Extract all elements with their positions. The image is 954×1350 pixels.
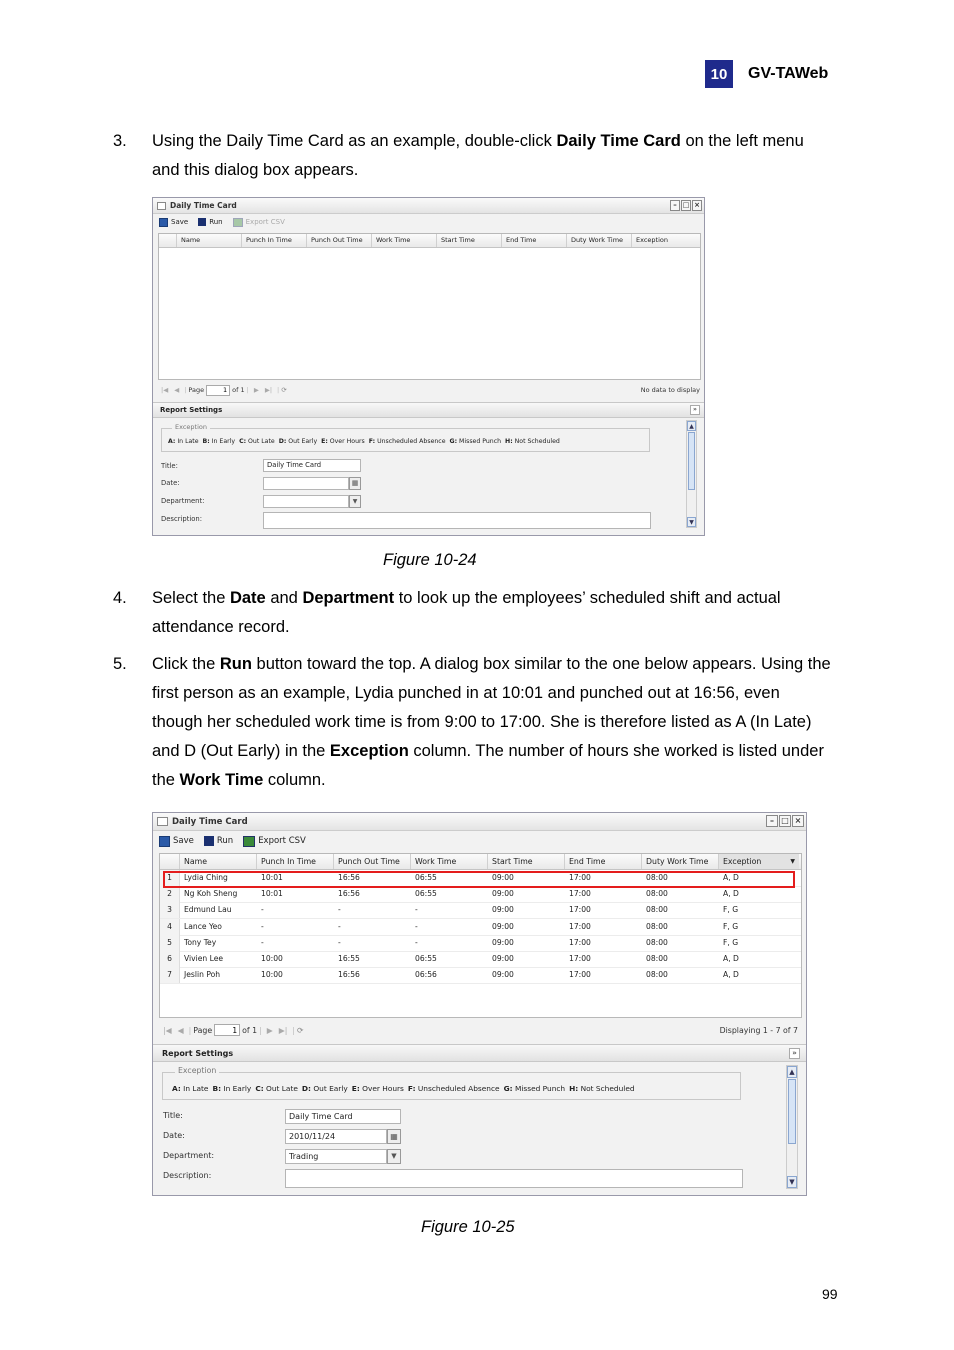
description-label: Description: — [163, 1171, 212, 1180]
table-cell: 10:00 — [261, 954, 283, 963]
exception-code-item — [168, 438, 199, 445]
column-name[interactable]: Name — [177, 234, 242, 247]
exception-code-item — [321, 438, 365, 445]
scroll-down-icon[interactable]: ▼ — [787, 1176, 797, 1188]
table-cell: Lance Yeo — [184, 921, 222, 931]
maximize-button[interactable]: □ — [779, 815, 791, 827]
save-button[interactable]: Save — [159, 836, 194, 847]
row-number: 2 — [160, 886, 180, 902]
row-number: 5 — [160, 935, 180, 951]
pager-info: Displaying 1 - 7 of 7 — [719, 1025, 798, 1035]
time-card-grid — [159, 853, 802, 1018]
exception-codes — [172, 1084, 639, 1093]
table-cell: 17:00 — [569, 873, 591, 882]
exception-fieldset — [162, 1066, 741, 1100]
exception-code-item — [203, 438, 236, 445]
table-cell: 06:55 — [415, 873, 437, 882]
table-cell: - — [415, 921, 418, 931]
window-title: Daily Time Card — [170, 201, 237, 210]
department-label: Department: — [161, 497, 205, 505]
scroll-thumb[interactable] — [688, 432, 695, 490]
window-icon — [157, 817, 168, 826]
table-row[interactable] — [160, 951, 801, 968]
exception-code-item — [352, 1084, 404, 1093]
table-cell: Lydia Ching — [184, 873, 228, 882]
table-cell: - — [338, 905, 341, 915]
table-cell: 09:00 — [492, 954, 514, 963]
save-icon — [159, 218, 168, 227]
column-exception[interactable]: Exception ▼ — [719, 854, 799, 869]
exception-code: F: — [368, 438, 376, 445]
first-page-icon[interactable]: |◀ — [163, 1025, 172, 1035]
table-cell: 17:00 — [569, 889, 591, 899]
table-row[interactable] — [160, 919, 801, 936]
column-punch-in-time[interactable]: Punch In Time — [242, 234, 307, 247]
save-icon — [159, 836, 170, 847]
row-number: 1 — [160, 870, 180, 886]
page-number-input[interactable] — [206, 385, 230, 396]
column-name[interactable]: Name — [180, 854, 257, 869]
minimize-button[interactable]: – — [766, 815, 778, 827]
product-name: GV-TAWeb — [748, 65, 829, 82]
table-cell: 16:56 — [338, 889, 360, 899]
pager-info: No data to display — [640, 386, 700, 394]
daily-time-card-window-results — [152, 812, 807, 1196]
table-cell: A, D — [723, 889, 739, 899]
exception-code: B: — [212, 1084, 222, 1093]
exception-label: Unscheduled Absence — [375, 438, 446, 445]
figure-caption-1: Figure 10-24 — [383, 551, 477, 569]
table-cell: F, G — [723, 921, 739, 931]
close-button[interactable]: × — [792, 815, 804, 827]
exception-code: B: — [202, 438, 210, 445]
exception-code: G: — [503, 1084, 513, 1093]
exception-code: H: — [569, 1084, 579, 1093]
step-5: 5. Click the Run button toward the top. A dialog box similar to the one below appears. Using the first person as an example, Lydia punched in at 10:01 and punched out at 16:56, even though her scheduled work time is from 9:00 to 17:00. She is therefore listed as A (In Late) and D (Out Early) in the Exception column. The number of hours she worked is listed under the Work Time column. — [113, 650, 833, 795]
column-start-time[interactable]: Start Time — [488, 854, 565, 869]
description-input[interactable] — [285, 1169, 743, 1188]
table-cell: 17:00 — [569, 954, 591, 963]
table-cell: - — [338, 937, 341, 947]
minimize-button[interactable]: – — [670, 200, 680, 211]
row-number: 6 — [160, 951, 180, 967]
exception-code-item — [450, 438, 502, 445]
table-cell: 17:00 — [569, 970, 591, 980]
table-cell: 09:00 — [492, 937, 514, 947]
figure-caption-2: Figure 10-25 — [421, 1218, 515, 1236]
window-icon — [157, 202, 166, 210]
toolbar — [153, 215, 704, 229]
table-cell: 16:56 — [338, 873, 360, 882]
exception-label: In Late — [180, 1084, 209, 1093]
exception-label: Missed Punch — [457, 438, 502, 445]
step-number: 4. — [113, 589, 127, 607]
row-number: 7 — [160, 967, 180, 983]
row-number: 3 — [160, 902, 180, 918]
department-select[interactable]: Trading — [285, 1149, 387, 1164]
chevron-down-icon[interactable]: ▼ — [349, 495, 361, 508]
table-cell: 10:01 — [261, 873, 283, 882]
exception-code-item — [212, 1084, 251, 1093]
daily-time-card-window-empty — [152, 197, 705, 536]
grid-header — [159, 234, 700, 248]
close-button[interactable]: × — [692, 200, 702, 211]
grid-pager: |◀ ◀ | Page 1 of 1 | ▶ ▶| | ⟳ No data to display — [153, 383, 704, 397]
exception-code: F: — [407, 1084, 416, 1093]
exception-legend: Exception — [172, 423, 210, 431]
last-page-icon[interactable]: ▶| — [264, 386, 273, 394]
step-3: 3. Using the Daily Time Card as an example, double-click Daily Time Card on the left menu and this dialog box appears. — [113, 127, 833, 185]
table-cell: 17:00 — [569, 905, 591, 915]
last-page-icon[interactable]: ▶| — [278, 1025, 288, 1035]
exception-code-item — [302, 1084, 348, 1093]
table-row[interactable] — [160, 935, 801, 952]
exception-fieldset — [161, 423, 650, 452]
exception-code: D: — [278, 438, 287, 445]
exception-label: In Early — [209, 438, 236, 445]
page-number-input[interactable] — [214, 1024, 240, 1036]
next-page-icon[interactable]: ▶ — [266, 1025, 273, 1035]
prev-page-icon[interactable]: ◀ — [174, 386, 180, 394]
table-cell: 06:55 — [415, 954, 437, 963]
column-work-time[interactable]: Work Time — [372, 234, 437, 247]
table-cell: - — [415, 905, 418, 915]
grid-pager: |◀ ◀ | Page 1 of 1 | ▶ ▶| | ⟳ Displaying 1 - 7 of 7 — [153, 1022, 806, 1038]
table-cell: 09:00 — [492, 970, 514, 980]
table-cell: 08:00 — [646, 970, 668, 980]
scroll-up-icon[interactable]: ▲ — [687, 421, 696, 431]
collapse-icon[interactable]: » — [690, 405, 700, 415]
exception-label: Out Early — [286, 438, 318, 445]
window-titlebar — [153, 198, 704, 214]
scroll-down-icon[interactable]: ▼ — [687, 517, 696, 527]
table-cell: 09:00 — [492, 921, 514, 931]
department-label: Department: — [163, 1151, 215, 1160]
table-cell: Edmund Lau — [184, 905, 232, 915]
title-label: Title: — [163, 1111, 183, 1120]
description-label: Description: — [161, 515, 203, 523]
window-titlebar — [153, 813, 806, 831]
table-cell: A, D — [723, 954, 739, 963]
column-start-time[interactable]: Start Time — [437, 234, 502, 247]
exception-code: C: — [239, 438, 247, 445]
table-cell: 09:00 — [492, 905, 514, 915]
column-end-time[interactable]: End Time — [565, 854, 642, 869]
table-cell: A, D — [723, 970, 739, 980]
chapter-number: 10 — [705, 60, 733, 88]
exception-code: D: — [301, 1084, 311, 1093]
table-cell: A, D — [723, 873, 739, 882]
table-cell: 16:55 — [338, 954, 360, 963]
table-cell: - — [338, 921, 341, 931]
exception-label: In Early — [221, 1084, 252, 1093]
exception-code-item — [569, 1084, 634, 1093]
toolbar — [153, 833, 806, 849]
maximize-button[interactable]: □ — [682, 201, 690, 209]
table-cell: 09:00 — [492, 889, 514, 899]
table-cell: 16:56 — [338, 970, 360, 980]
description-input[interactable] — [263, 512, 651, 529]
column-punch-in-time[interactable]: Punch In Time — [257, 854, 334, 869]
table-cell: 09:00 — [492, 873, 514, 882]
table-cell: 10:00 — [261, 970, 283, 980]
column-duty-work-time[interactable]: Duty Work Time — [567, 234, 632, 247]
first-page-icon[interactable]: |◀ — [161, 386, 169, 394]
window-title: Daily Time Card — [172, 816, 248, 827]
export-csv-icon — [233, 218, 243, 227]
date-label: Date: — [163, 1131, 185, 1140]
exception-code: A: — [172, 1084, 181, 1093]
exception-code-item — [239, 438, 275, 445]
chapter-header — [705, 60, 828, 88]
exception-code: E: — [321, 438, 328, 445]
exception-label: Not Scheduled — [512, 438, 560, 445]
table-cell: 06:56 — [415, 970, 437, 980]
column-exception[interactable]: Exception — [636, 236, 668, 244]
table-cell: 08:00 — [646, 889, 668, 899]
exception-code: H: — [505, 438, 513, 445]
table-cell: 08:00 — [646, 921, 668, 931]
exception-code-item — [408, 1084, 500, 1093]
exception-code: A: — [168, 438, 176, 445]
table-cell: Vivien Lee — [184, 954, 224, 963]
table-cell: - — [261, 921, 264, 931]
export-csv-button[interactable]: Export CSV — [243, 836, 306, 847]
department-select[interactable] — [263, 495, 349, 508]
column-work-time[interactable]: Work Time — [411, 854, 488, 869]
exception-code-item — [504, 1084, 566, 1093]
table-cell: F, G — [723, 937, 739, 947]
column-end-time[interactable]: End Time — [502, 234, 567, 247]
exception-label: In Late — [175, 438, 199, 445]
page-number: 99 — [822, 1286, 838, 1302]
column-punch-out-time[interactable]: Punch Out Time — [307, 234, 372, 247]
step-number: 3. — [113, 132, 127, 150]
exception-label: Not Scheduled — [578, 1084, 635, 1093]
column-punch-out-time[interactable]: Punch Out Time — [334, 854, 411, 869]
exception-code-item — [279, 438, 317, 445]
refresh-icon[interactable]: ⟳ — [281, 386, 287, 394]
grid-header — [160, 854, 801, 870]
title-input[interactable]: Daily Time Card — [263, 459, 361, 472]
exception-code-item — [172, 1084, 208, 1093]
settings-scrollbar[interactable] — [686, 420, 697, 528]
scroll-up-icon[interactable]: ▲ — [787, 1066, 797, 1078]
table-cell: 08:00 — [646, 954, 668, 963]
exception-code-item — [255, 1084, 298, 1093]
step-number: 5. — [113, 655, 127, 673]
table-row[interactable] — [160, 902, 801, 919]
exception-label: Missed Punch — [512, 1084, 566, 1093]
exception-code: C: — [255, 1084, 264, 1093]
row-number: 4 — [160, 919, 180, 935]
table-cell: Ng Koh Sheng — [184, 889, 238, 899]
exception-label: Over Hours — [359, 1084, 404, 1093]
save-button[interactable]: Save — [159, 218, 188, 227]
run-icon — [204, 836, 214, 846]
table-cell: 06:55 — [415, 889, 437, 899]
chevron-down-icon[interactable]: ▼ — [387, 1149, 401, 1164]
exception-label: Out Late — [246, 438, 275, 445]
export-csv-button[interactable]: Export CSV — [233, 218, 285, 227]
run-icon — [198, 218, 206, 226]
exception-code: G: — [449, 438, 458, 445]
table-cell: 08:00 — [646, 905, 668, 915]
title-input[interactable]: Daily Time Card — [285, 1109, 401, 1124]
table-cell: 17:00 — [569, 937, 591, 947]
collapse-icon[interactable]: » — [789, 1048, 800, 1059]
step-4: 4. Select the Date and Department to look up the employees’ scheduled shift and actual attendance record. — [113, 584, 833, 642]
settings-scrollbar[interactable] — [786, 1065, 798, 1189]
date-input[interactable]: 2010/11/24 — [285, 1129, 387, 1144]
table-cell: F, G — [723, 905, 739, 915]
table-cell: - — [415, 937, 418, 947]
time-card-grid — [158, 233, 701, 380]
exception-legend: Exception — [175, 1066, 219, 1075]
date-label: Date: — [161, 479, 180, 487]
table-cell: - — [261, 905, 264, 915]
highlight-box — [163, 871, 795, 888]
exception-label: Out Early — [311, 1084, 348, 1093]
calendar-icon[interactable]: ▦ — [387, 1129, 401, 1144]
run-button[interactable]: Run — [198, 218, 222, 226]
exception-label: Unscheduled Absence — [415, 1084, 500, 1093]
table-cell: Tony Tey — [184, 937, 217, 947]
exception-code-item — [369, 438, 446, 445]
run-button[interactable]: Run — [204, 836, 233, 846]
next-page-icon[interactable]: ▶ — [253, 386, 259, 394]
column-duty-work-time[interactable]: Duty Work Time — [642, 854, 719, 869]
table-cell: 17:00 — [569, 921, 591, 931]
prev-page-icon[interactable]: ◀ — [177, 1025, 184, 1035]
exception-label: Over Hours — [327, 438, 365, 445]
export-csv-icon — [243, 836, 255, 847]
exception-codes — [168, 438, 564, 445]
column-menu-icon[interactable]: ▼ — [790, 858, 795, 865]
exception-code: E: — [351, 1084, 360, 1093]
table-cell: 10:01 — [261, 889, 283, 899]
calendar-icon[interactable]: ▦ — [349, 477, 361, 490]
report-settings-header[interactable]: Report Settings » — [153, 1044, 806, 1062]
table-cell: 08:00 — [646, 873, 668, 882]
date-input[interactable] — [263, 477, 349, 490]
table-row[interactable] — [160, 886, 801, 903]
table-cell: Jeslin Poh — [184, 970, 221, 980]
table-row[interactable] — [160, 967, 801, 984]
report-settings-header[interactable]: Report Settings » — [153, 402, 704, 418]
refresh-icon[interactable]: ⟳ — [297, 1025, 304, 1035]
table-cell: 08:00 — [646, 937, 668, 947]
scroll-thumb[interactable] — [788, 1079, 796, 1144]
title-label: Title: — [161, 462, 178, 470]
table-cell: - — [261, 937, 264, 947]
exception-label: Out Late — [263, 1084, 298, 1093]
exception-code-item — [505, 438, 560, 445]
